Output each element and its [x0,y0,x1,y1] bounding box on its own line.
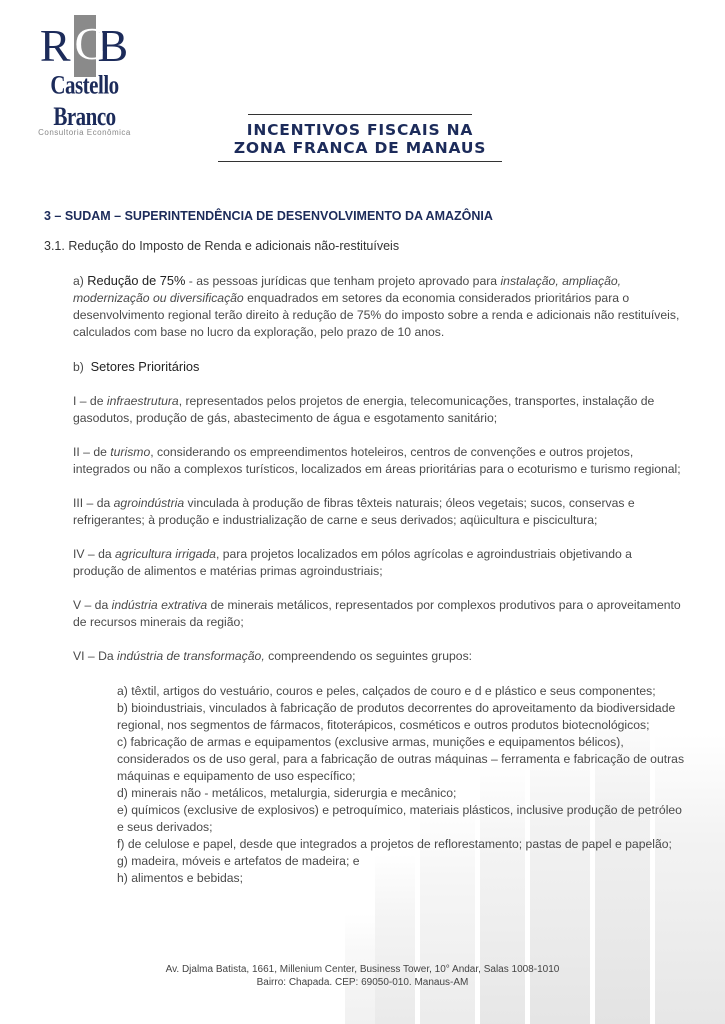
logo-tagline: Consultoria Econômica [38,128,131,137]
sector-prefix: I – de [73,394,107,408]
page-footer [0,963,725,989]
logo-brand-name: Castello Branco [50,69,119,131]
sector-item-6 [73,648,685,665]
section-content [73,272,685,887]
sector-item-3 [73,495,685,529]
company-logo [22,18,147,137]
sector-description: , para projetos localizados em pólos agrícolas e agroindustriais objetivando a produção de alimentos e matérias primas agroindustriais; [73,547,632,578]
paragraph-b-marker: b) [73,360,84,374]
footer-neighborhood: Bairro: Chapada. CEP: 69050-010. Manaus-AM [256,977,469,988]
sector-prefix: V – da [73,598,112,612]
sector-name: agroindústria [113,496,185,510]
group-item: e) químicos (exclusive de explosivos) e petroquímico, materiais plásticos, inclusive produção de petróleo e seus derivados; [117,803,682,834]
paragraph-a-italic: instalação, ampliação, modernização ou diversificação [73,274,622,305]
footer-address: Av. Djalma Batista, 1661, Millenium Center, Business Tower, 10° Andar, Salas 1008-1010 [165,964,560,975]
paragraph-b [73,358,685,376]
group-item: c) fabricação de armas e equipamentos (exclusive armas, munições e equipamentos bélicos), considerados os de uso geral, para a fabricação de outras máquinas – ferramenta e fabricação de outras máquinas e equipamento de uso específico; [117,735,685,783]
logo-letter-r: R [39,20,72,71]
subsection-title: 3.1. Redução do Imposto de Renda e adicionais não-restituíveis [44,239,400,253]
header-title-line2: ZONA FRANCA DE MANAUS [233,139,487,157]
sector-item-2 [73,444,685,478]
sector-name: agricultura irrigada [115,547,216,561]
sector-name: indústria de transformação, [117,649,265,663]
sector-name: turismo [110,445,151,459]
sector-description: vinculada à produção de fibras têxteis naturais; óleos vegetais; sucos, conservas e refrigerantes; à produção e industrialização de carne e seus derivados; aqüicultura e piscicultura; [73,496,635,527]
group-item: b) bioindustriais, vinculados à fabricação de produtos decorrentes do aproveitamento da biodiversidade regional, nos segmentos de fármacos, fitoterápicos, cosméticos e outros produtos biotecnológicos; [117,701,676,732]
logo-letter-b: B [97,20,130,71]
header-bottom-rule [218,161,502,162]
sector-description: , representados pelos projetos de energia, telecomunicações, transportes, instalação de gasodutos, produção de gás, abastecimento de água e esgotamento sanitário; [73,394,655,425]
document-header [218,114,502,162]
sector-name: indústria extrativa [111,598,208,612]
logo-letter-c-box [74,15,107,77]
sector-prefix: III – da [73,496,114,510]
sector-name: infraestrutura [106,394,179,408]
group-item: h) alimentos e bebidas; [117,871,244,885]
group-item: d) minerais não - metálicos, metalurgia, siderurgia e mecânico; [117,786,457,800]
paragraph-b-label: Setores Prioritários [90,359,200,374]
sector-prefix: II – de [73,445,111,459]
sector-item-4 [73,546,685,580]
group-item: g) madeira, móveis e artefatos de madeira; e [117,854,360,868]
document-body [44,208,684,887]
sector-prefix: IV – da [73,547,116,561]
logo-letter-c: C [74,18,107,69]
sector-description: compreendendo os seguintes grupos: [264,649,473,663]
sector-prefix: VI – Da [73,649,118,663]
paragraph-a-text1: - as pessoas jurídicas que tenham projeto aprovado para [185,274,501,288]
sector-item-1 [73,393,685,427]
paragraph-a-marker: a) [73,274,84,288]
logo-monogram [22,18,147,74]
paragraph-a [73,272,685,341]
section-title: 3 – SUDAM – SUPERINTENDÊNCIA DE DESENVOLVIMENTO DA AMAZÔNIA [44,209,493,223]
sector-item-5 [73,597,685,631]
industry-groups-list [117,683,687,887]
group-item: a) têxtil, artigos do vestuário, couros e peles, calçados de couro e d e plástico e seus componentes; [117,684,656,698]
group-item: f) de celulose e papel, desde que integrados a projetos de reflorestamento; pastas de papel e papelão; [117,837,672,851]
header-title-line1: INCENTIVOS FISCAIS NA [246,121,474,139]
sector-description: , considerando os empreendimentos hoteleiros, centros de convenções e outros projetos, integrados ou não a complexos turísticos, localizados em áreas prioritárias para o ecoturismo e turismo regional; [73,445,681,476]
sector-description: de minerais metálicos, representados por complexos produtivos para o aproveitamento de recursos minerais da região; [73,598,681,629]
header-top-rule [248,114,472,115]
paragraph-a-lead: Redução de 75% [87,273,186,288]
paragraph-a-text2: enquadrados em setores da economia considerados prioritários para o desenvolvimento regional terão direito à redução de 75% do imposto sobre a renda e adicionais não restituíveis, calculados com base no lucro da exploração, pelo prazo de 10 anos. [73,291,680,339]
